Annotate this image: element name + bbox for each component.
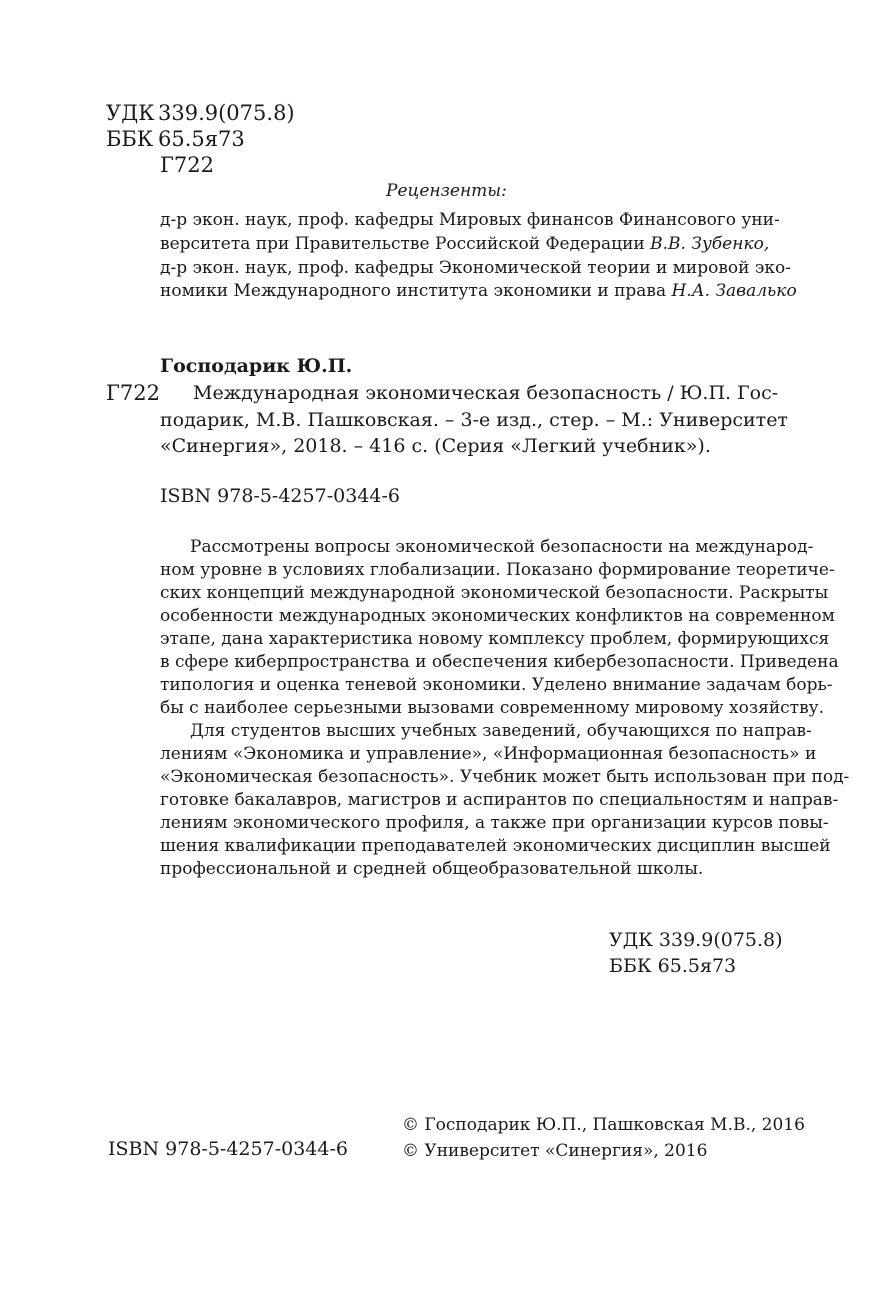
reviewer-text: д-р экон. наук, проф. кафедры Экономической теории и мировой эко- <box>160 258 792 278</box>
udk-bottom: УДК 339.9(075.8) <box>609 929 783 951</box>
annotation-line: особенности международных экономических конфликтов на современном <box>160 606 835 626</box>
reviewer-text: номики Международного института экономики и права <box>160 281 672 301</box>
author-heading: Господарик Ю.П. <box>160 355 353 377</box>
annotation-line: этапе, дана характеристика новому комплексу проблем, формирующихся <box>160 629 830 649</box>
reviewer-text: верситета при Правительстве Российской Федерации <box>160 234 651 254</box>
copyright-authors: © Господарик Ю.П., Пашковская М.В., 2016 <box>402 1115 805 1135</box>
reviewer-line <box>160 234 769 254</box>
copyright-publisher: © Университет «Синергия», 2016 <box>402 1141 708 1161</box>
reviewer-line <box>160 210 780 230</box>
bbk-value: 65.5я73 <box>158 127 245 151</box>
record-line: «Синергия», 2018. – 416 с. (Серия «Легкий учебник»). <box>160 435 711 457</box>
annotation-line: «Экономическая безопасность». Учебник может быть использован при под- <box>160 767 850 787</box>
annotation-line: профессиональной и средней общеобразовательной школы. <box>160 859 704 879</box>
annotation-line: лениям «Экономика и управление», «Информационная безопасность» и <box>160 744 817 764</box>
isbn-record: ISBN 978-5-4257-0344-6 <box>160 485 400 507</box>
annotation-line: Для студентов высших учебных заведений, обучающихся по направ- <box>190 721 812 741</box>
author-mark-top: Г722 <box>160 153 214 177</box>
reviewer-line <box>160 281 797 301</box>
reviewer-name: В.В. Зубенко, <box>650 234 770 254</box>
record-line: Международная экономическая безопасность / Ю.П. Гос- <box>193 382 779 404</box>
udk-value: 339.9(075.8) <box>158 101 295 125</box>
bbk-label: ББК <box>106 127 154 151</box>
reviewer-text: д-р экон. наук, проф. кафедры Мировых финансов Финансового уни- <box>160 210 780 230</box>
bbk-top <box>106 127 245 151</box>
udk-top <box>106 101 295 125</box>
reviewer-line <box>160 258 791 278</box>
annotation-line: в сфере киберпространства и обеспечения кибербезопасности. Приведена <box>160 652 839 672</box>
bbk-bottom: ББК 65.5я73 <box>609 955 737 977</box>
annotation-line: готовке бакалавров, магистров и аспирантов по специальностям и направ- <box>160 790 839 810</box>
annotation-line: лениям экономического профиля, а также при организации курсов повы- <box>160 813 829 833</box>
annotation-line: ном уровне в условиях глобализации. Показано формирование теоретиче- <box>160 560 835 580</box>
isbn-bottom: ISBN 978-5-4257-0344-6 <box>108 1138 348 1160</box>
annotation-line: шения квалификации преподавателей экономических дисциплин высшей <box>160 836 831 856</box>
annotation-line: бы с наиболее серьезными вызовами современному мировому хозяйству. <box>160 698 825 718</box>
reviewers-heading: Рецензенты: <box>386 181 507 201</box>
udk-label: УДК <box>106 101 155 125</box>
author-mark-record: Г722 <box>106 381 160 405</box>
annotation-line: типология и оценка теневой экономики. Уделено внимание задачам борь- <box>160 675 833 695</box>
annotation-line: Рассмотрены вопросы экономической безопасности на международ- <box>190 537 814 557</box>
reviewer-name: Н.А. Завалько <box>671 281 797 301</box>
annotation-line: ских концепций международной экономической безопасности. Раскрыты <box>160 583 829 603</box>
record-line: подарик, М.В. Пашковская. – 3-е изд., стер. – М.: Университет <box>160 409 788 431</box>
